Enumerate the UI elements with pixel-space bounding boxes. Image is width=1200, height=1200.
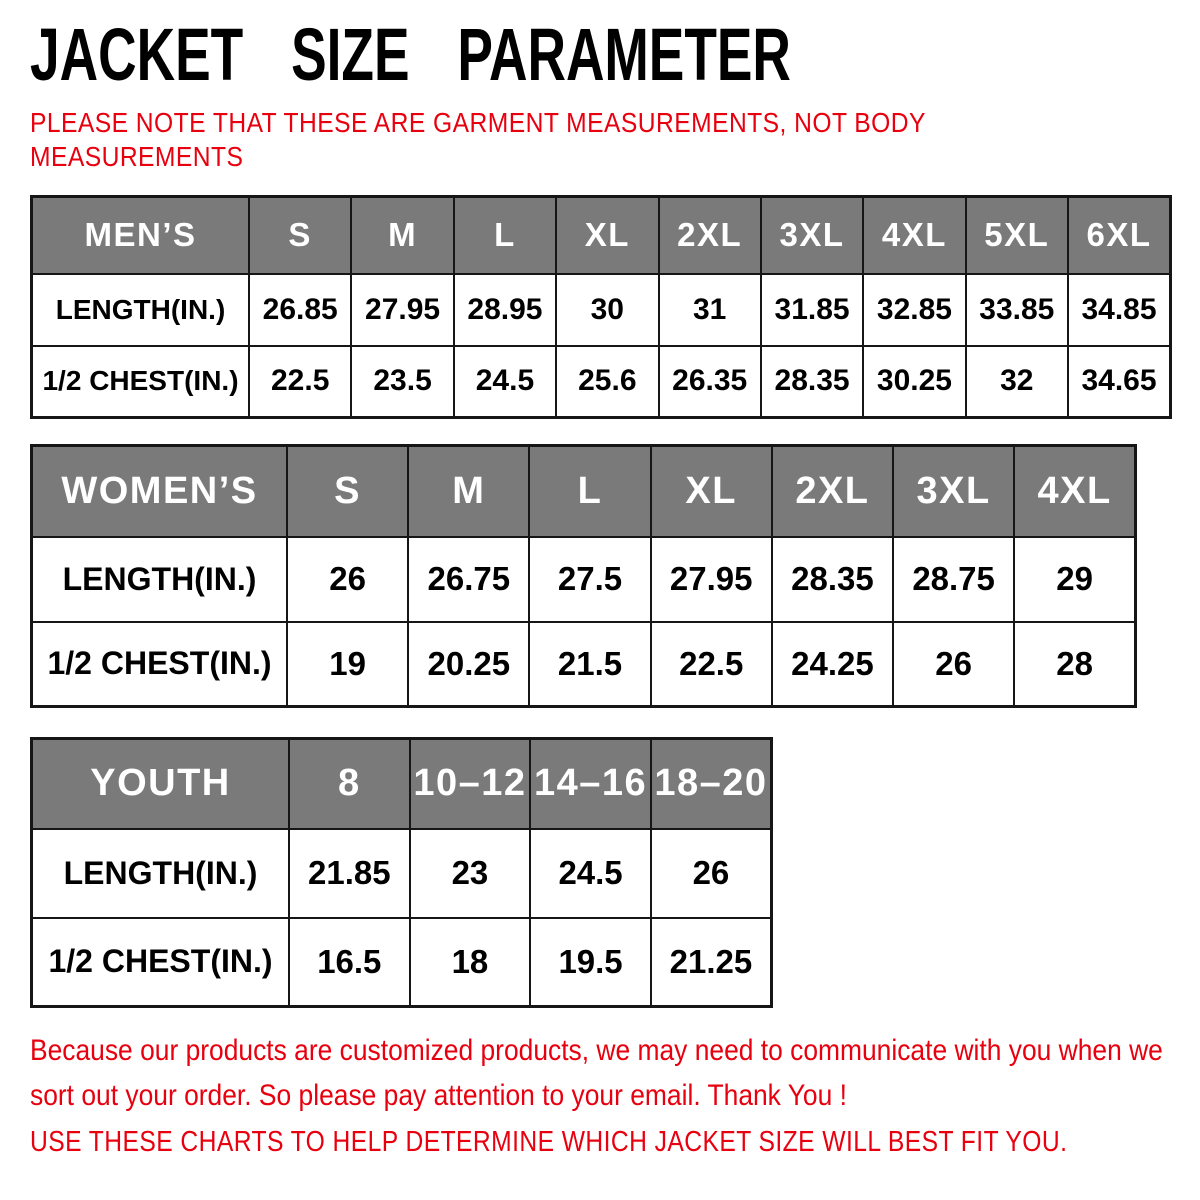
value-cell: 33.85 [966,274,1068,346]
value-cell: 34.85 [1068,274,1171,346]
value-cell: 21.5 [529,622,650,707]
customization-notice: Because our products are customized products, we may need to communicate with you when we sort out your order. So please pay attention to your email. Thank You ! [30,1034,1163,1112]
value-cell: 26 [651,829,772,918]
size-header-cell: 4XL [863,197,965,274]
size-header-cell: XL [556,197,658,274]
row-label-cell: LENGTH(IN.) [32,274,250,346]
fit-advice: USE THESE CHARTS TO HELP DETERMINE WHICH JACKET SIZE WILL BEST FIT YOU. [30,1126,1068,1158]
youth-size-table [30,737,773,1008]
value-cell: 26 [893,622,1014,707]
value-cell: 23 [410,829,531,918]
size-header-cell: 4XL [1014,446,1135,537]
value-cell: 21.85 [289,829,410,918]
size-header-cell: M [351,197,453,274]
size-header-cell: S [287,446,408,537]
mens-size-table [30,195,1172,419]
value-cell: 26.75 [408,537,529,622]
womens-size-table [30,444,1137,708]
value-cell: 24.5 [454,346,556,418]
size-header-cell: 14–16 [530,739,651,829]
value-cell: 21.25 [651,918,772,1007]
value-cell: 32 [966,346,1068,418]
value-cell: 31 [659,274,761,346]
value-cell: 29 [1014,537,1135,622]
value-cell: 26.35 [659,346,761,418]
value-cell: 30 [556,274,658,346]
value-cell: 18 [410,918,531,1007]
value-cell: 22.5 [249,346,351,418]
value-cell: 27.95 [351,274,453,346]
size-header-cell: XL [651,446,772,537]
value-cell: 28.95 [454,274,556,346]
size-header-cell: L [529,446,650,537]
value-cell: 30.25 [863,346,965,418]
row-label-cell: LENGTH(IN.) [32,537,288,622]
value-cell: 26.85 [249,274,351,346]
value-cell: 28 [1014,622,1135,707]
value-cell: 28.35 [772,537,893,622]
size-header-cell: 2XL [772,446,893,537]
size-header-cell: 6XL [1068,197,1171,274]
value-cell: 28.35 [761,346,863,418]
value-cell: 20.25 [408,622,529,707]
value-cell: 24.5 [530,829,651,918]
value-cell: 22.5 [651,622,772,707]
value-cell: 24.25 [772,622,893,707]
value-cell: 19 [287,622,408,707]
value-cell: 34.65 [1068,346,1171,418]
value-cell: 26 [287,537,408,622]
size-header-cell: 10–12 [410,739,531,829]
value-cell: 31.85 [761,274,863,346]
table-title-cell: MEN’S [32,197,250,274]
size-header-cell: 8 [289,739,410,829]
value-cell: 19.5 [530,918,651,1007]
page-title: JACKET SIZE PARAMETER [30,13,791,96]
size-header-cell: 18–20 [651,739,772,829]
size-header-cell: 3XL [761,197,863,274]
size-header-cell: 3XL [893,446,1014,537]
row-label-cell: LENGTH(IN.) [32,829,290,918]
size-header-cell: L [454,197,556,274]
table-title-cell: WOMEN’S [32,446,288,537]
value-cell: 27.5 [529,537,650,622]
value-cell: 23.5 [351,346,453,418]
garment-measurement-note: PLEASE NOTE THAT THESE ARE GARMENT MEASUREMENTS, NOT BODY MEASUREMENTS [30,107,926,172]
value-cell: 25.6 [556,346,658,418]
value-cell: 16.5 [289,918,410,1007]
value-cell: 32.85 [863,274,965,346]
size-header-cell: M [408,446,529,537]
size-header-cell: 5XL [966,197,1068,274]
value-cell: 28.75 [893,537,1014,622]
row-label-cell: 1/2 CHEST(IN.) [32,622,288,707]
size-header-cell: 2XL [659,197,761,274]
value-cell: 27.95 [651,537,772,622]
size-header-cell: S [249,197,351,274]
table-title-cell: YOUTH [32,739,290,829]
row-label-cell: 1/2 CHEST(IN.) [32,918,290,1007]
row-label-cell: 1/2 CHEST(IN.) [32,346,250,418]
